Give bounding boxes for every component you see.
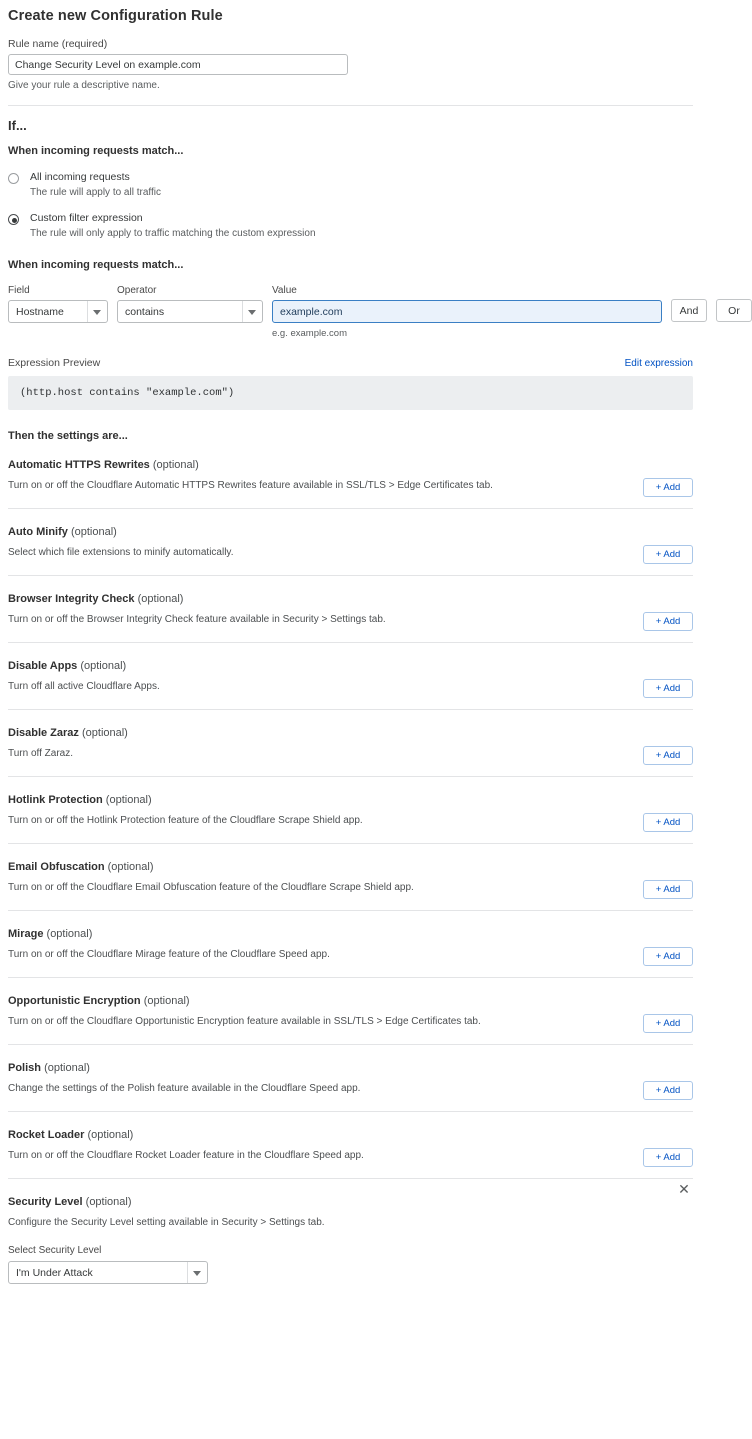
operator-select-value: contains (125, 305, 165, 318)
setting-disable-zaraz (8, 710, 693, 777)
add-button[interactable]: + Add (643, 545, 693, 564)
setting-auto-minify (8, 509, 693, 576)
setting-title (8, 995, 693, 1007)
operator-label: Operator (117, 285, 157, 296)
page-title: Create new Configuration Rule (8, 8, 223, 24)
setting-title (8, 1062, 693, 1074)
setting-title-text: Rocket Loader (8, 1129, 85, 1141)
radio-label-all-requests: All incoming requests (30, 171, 130, 183)
and-button[interactable]: And (671, 299, 707, 322)
setting-description: Select which file extensions to minify automatically. (8, 547, 234, 558)
rule-name-helper: Give your rule a descriptive name. (8, 80, 160, 91)
setting-description: Turn on or off the Cloudflare Opportunistic Encryption feature available in SSL/TLS > Edge Certificates tab. (8, 1016, 481, 1027)
setting-optional-tag: (optional) (137, 593, 184, 605)
expression-preview-bar (8, 357, 693, 369)
setting-optional-tag: (optional) (143, 995, 190, 1007)
setting-title (8, 660, 693, 672)
setting-optional-tag: (optional) (80, 660, 127, 672)
setting-optional-tag: (optional) (87, 1129, 134, 1141)
setting-title (8, 593, 693, 605)
setting-title (8, 794, 693, 806)
field-select-divider (87, 301, 88, 322)
add-button[interactable]: + Add (643, 1081, 693, 1100)
setting-security-level (8, 1179, 693, 1301)
setting-description: Turn on or off the Cloudflare Rocket Loader feature in the Cloudflare Speed app. (8, 1150, 364, 1161)
value-helper: e.g. example.com (272, 328, 347, 339)
add-button[interactable]: + Add (643, 880, 693, 899)
setting-title (8, 526, 693, 538)
add-button[interactable]: + Add (643, 612, 693, 631)
if-section-heading: If... (8, 118, 27, 133)
radio-icon-custom-filter[interactable] (8, 214, 19, 225)
add-button[interactable]: + Add (643, 746, 693, 765)
setting-polish (8, 1045, 693, 1112)
setting-optional-tag: (optional) (105, 794, 152, 806)
chevron-down-icon (93, 310, 101, 315)
edit-expression-link[interactable]: Edit expression (624, 358, 693, 369)
security-level-select-label: Select Security Level (8, 1245, 102, 1256)
field-label: Field (8, 285, 30, 296)
setting-title (8, 459, 693, 471)
radio-desc-all-requests: The rule will apply to all traffic (30, 187, 161, 198)
setting-hotlink-protection (8, 777, 693, 844)
expression-builder-heading: When incoming requests match... (8, 259, 184, 271)
setting-title (8, 1129, 693, 1141)
setting-description: Turn off Zaraz. (8, 748, 74, 759)
setting-title-text: Polish (8, 1062, 42, 1074)
field-select[interactable] (8, 300, 108, 323)
setting-browser-integrity-check (8, 576, 693, 643)
radio-label-custom-filter: Custom filter expression (30, 212, 143, 224)
security-level-select[interactable] (8, 1261, 208, 1284)
setting-description: Configure the Security Level setting available in Security > Settings tab. (8, 1217, 325, 1228)
setting-optional-tag: (optional) (107, 861, 154, 873)
setting-description: Turn on or off the Cloudflare Email Obfuscation feature of the Cloudflare Scrape Shield app. (8, 882, 414, 893)
field-select-value: Hostname (16, 305, 64, 318)
setting-optional-tag: (optional) (81, 727, 128, 739)
setting-description: Turn off all active Cloudflare Apps. (8, 681, 160, 692)
radio-option-all-requests[interactable] (8, 171, 693, 198)
setting-title-text: Browser Integrity Check (8, 593, 135, 605)
radio-option-custom-filter[interactable] (8, 212, 693, 239)
value-label: Value (272, 285, 297, 296)
expression-preview-code: (http.host contains "example.com") (8, 376, 693, 410)
setting-title (8, 1196, 693, 1208)
setting-description: Turn on or off the Browser Integrity Check feature available in Security > Settings tab. (8, 614, 386, 625)
rule-name-label: Rule name (required) (8, 38, 108, 50)
value-input[interactable] (272, 300, 662, 323)
add-button[interactable]: + Add (643, 947, 693, 966)
setting-title-text: Mirage (8, 928, 44, 940)
add-button[interactable]: + Add (643, 478, 693, 497)
setting-title (8, 928, 693, 940)
field-column (8, 285, 108, 323)
add-button[interactable]: + Add (643, 1014, 693, 1033)
setting-optional-tag: (optional) (152, 459, 199, 471)
setting-email-obfuscation (8, 844, 693, 911)
chevron-down-icon (248, 310, 256, 315)
configuration-rule-form (0, 8, 740, 1301)
rule-name-input[interactable] (8, 54, 348, 75)
operator-column (117, 285, 263, 323)
setting-optional-tag: (optional) (70, 526, 117, 538)
setting-title (8, 861, 693, 873)
expression-builder-row (8, 285, 740, 339)
setting-description: Turn on or off the Cloudflare Mirage feature of the Cloudflare Speed app. (8, 949, 330, 960)
setting-optional-tag: (optional) (85, 1196, 132, 1208)
radio-icon-all-requests[interactable] (8, 173, 19, 184)
divider (8, 105, 693, 106)
setting-rocket-loader (8, 1112, 693, 1179)
setting-title (8, 727, 693, 739)
settings-list (8, 442, 693, 1301)
operator-select-divider (242, 301, 243, 322)
setting-description: Turn on or off the Hotlink Protection feature of the Cloudflare Scrape Shield app. (8, 815, 363, 826)
value-column (272, 285, 662, 339)
setting-title-text: Disable Zaraz (8, 727, 79, 739)
close-icon[interactable]: ✕ (678, 1181, 690, 1197)
setting-opportunistic-encryption (8, 978, 693, 1045)
add-button[interactable]: + Add (643, 679, 693, 698)
security-level-select-divider (187, 1262, 188, 1283)
chevron-down-icon (193, 1271, 201, 1276)
setting-title-text: Disable Apps (8, 660, 78, 672)
or-button[interactable]: Or (716, 299, 752, 322)
setting-disable-apps (8, 643, 693, 710)
expression-preview-label: Expression Preview (8, 357, 101, 369)
radio-desc-custom-filter: The rule will only apply to traffic matching the custom expression (30, 228, 316, 239)
setting-title-text: Hotlink Protection (8, 794, 103, 806)
setting-automatic-https-rewrites (8, 442, 693, 509)
setting-description: Change the settings of the Polish feature available in the Cloudflare Speed app. (8, 1083, 361, 1094)
setting-mirage (8, 911, 693, 978)
setting-optional-tag: (optional) (44, 1062, 90, 1074)
security-level-select-value: I'm Under Attack (16, 1266, 93, 1279)
rule-name-group (8, 38, 693, 91)
then-heading: Then the settings are... (8, 430, 128, 442)
match-heading: When incoming requests match... (8, 145, 184, 157)
setting-title-text: Opportunistic Encryption (8, 995, 141, 1007)
setting-optional-tag: (optional) (46, 928, 93, 940)
setting-title-text: Auto Minify (8, 526, 68, 538)
setting-title-text: Automatic HTTPS Rewrites (8, 459, 150, 471)
setting-title-text: Security Level (8, 1196, 83, 1208)
add-button[interactable]: + Add (643, 813, 693, 832)
setting-description: Turn on or off the Cloudflare Automatic HTTPS Rewrites feature available in SSL/TLS > Edge Certificates tab. (8, 480, 493, 491)
setting-title-text: Email Obfuscation (8, 861, 105, 873)
add-button[interactable]: + Add (643, 1148, 693, 1167)
operator-select[interactable] (117, 300, 263, 323)
